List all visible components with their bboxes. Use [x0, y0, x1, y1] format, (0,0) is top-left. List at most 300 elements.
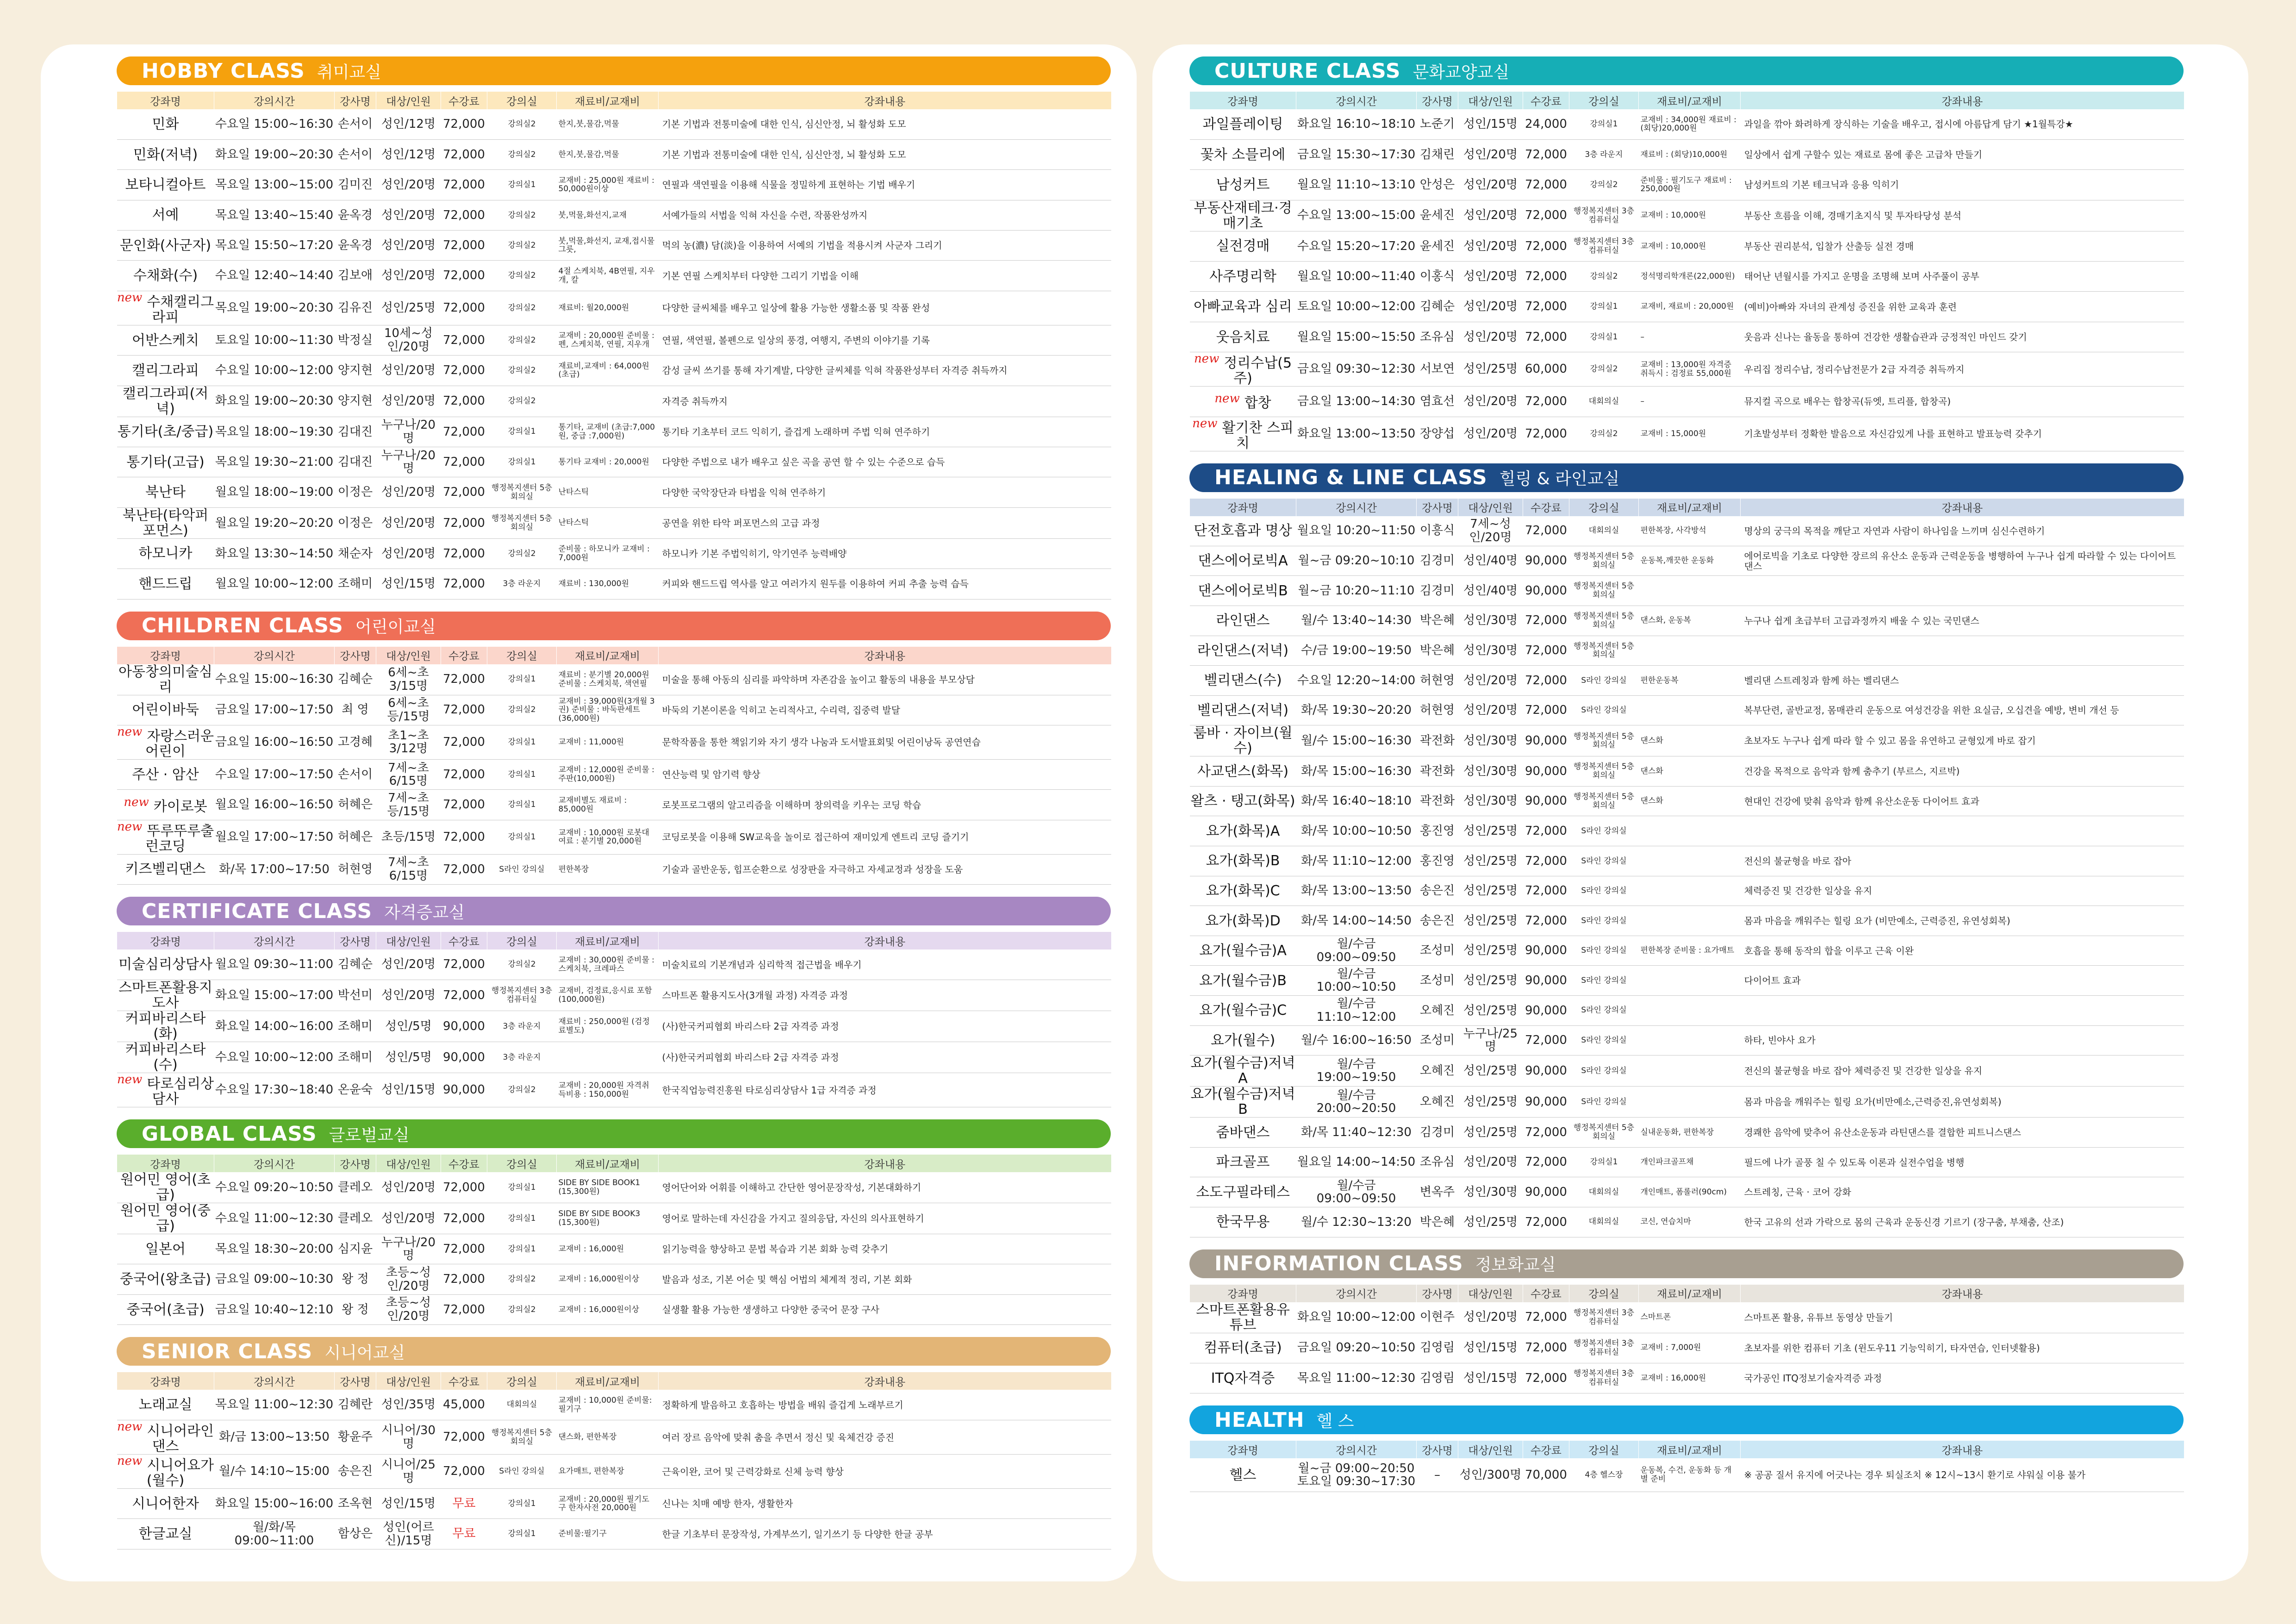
- fee: 45,000: [441, 1390, 487, 1420]
- new-badge: new: [117, 291, 143, 305]
- instructor: 허현영: [335, 854, 376, 884]
- course-name: new 뚜루뚜루출런코딩: [117, 820, 214, 855]
- course-name: 파크골프: [1190, 1147, 1296, 1177]
- class-time: 화요일 13:30~14:50: [214, 538, 335, 568]
- fee: 72,000: [441, 854, 487, 884]
- table-row: [1190, 262, 2184, 292]
- material-fee: 교재비 : 30,000원 준비물 : 스케치북, 크레파스: [557, 949, 659, 980]
- course-name: 꽃차 소믈리에: [1190, 139, 1296, 169]
- fee: 72,000: [441, 759, 487, 789]
- course-name: 커피바리스타(수): [117, 1042, 214, 1073]
- left-column: [117, 44, 1111, 1549]
- class-time: 화/금 13:00~13:50: [214, 1420, 335, 1455]
- instructor: 채순자: [335, 538, 376, 568]
- column-header: 수강료: [441, 1372, 487, 1390]
- classroom: 강의실1: [487, 820, 557, 854]
- column-header: 강좌내용: [1741, 1285, 2184, 1302]
- cert-class-table: [117, 932, 1111, 1107]
- class-time: 월/수금 09:00~09:50: [1296, 1177, 1417, 1207]
- instructor: 김영림: [1417, 1333, 1458, 1363]
- class-time: 수요일 15:00~16:30: [214, 664, 335, 695]
- target-capacity: 시니어/30명: [376, 1420, 441, 1455]
- course-name: new 수채캘리그라피: [117, 291, 214, 325]
- course-name: 일본어: [117, 1234, 214, 1264]
- healing-class-table: [1189, 499, 2184, 1237]
- class-time: 월요일 16:00~16:50: [214, 790, 335, 820]
- classroom: S라인 강의실: [1569, 816, 1639, 846]
- course-content: 다양한 글씨체를 배우고 일상에 활용 가능한 생활소품 및 작품 완성: [659, 291, 1111, 325]
- classroom: 강의실1: [1569, 1147, 1639, 1177]
- fee: 72,000: [441, 790, 487, 820]
- fee: 72,000: [441, 139, 487, 169]
- classroom: 강의실2: [487, 231, 557, 261]
- children-class-banner: [117, 612, 1111, 640]
- class-time: 월요일 14:00~14:50: [1296, 1147, 1417, 1177]
- course-name: 벨리댄스(저녁): [1190, 695, 1296, 725]
- instructor: 윤옥경: [335, 200, 376, 230]
- target-capacity: 성인/20명: [376, 170, 441, 200]
- class-time: 수요일 17:00~17:50: [214, 759, 335, 789]
- instructor: 클레오: [335, 1203, 376, 1234]
- instructor: 윤옥경: [335, 231, 376, 261]
- target-capacity: 7세~초6/15명: [376, 854, 441, 884]
- fee: 72,000: [1523, 1363, 1569, 1393]
- class-time: 금요일 17:00~17:50: [214, 695, 335, 725]
- course-name: 커피바리스타(화): [117, 1011, 214, 1042]
- table-row: [117, 759, 1111, 789]
- fee: 72,000: [441, 664, 487, 695]
- table-row: [1190, 695, 2184, 725]
- new-badge: new: [1192, 417, 1218, 431]
- instructor: 허혜은: [335, 790, 376, 820]
- column-header: 강의시간: [1296, 1285, 1417, 1302]
- material-fee: 정석명리학개론(22,000원): [1639, 262, 1741, 292]
- instructor: 김경미: [1417, 1118, 1458, 1148]
- classroom: 강의실1: [487, 1519, 557, 1549]
- class-time: 월요일 10:00~12:00: [214, 569, 335, 599]
- table-row: [1190, 1177, 2184, 1207]
- course-content: 커피와 핸드드립 역사를 알고 여러가지 원두를 이용하여 커피 추출 능력 습득: [659, 569, 1111, 599]
- course-content: 과일을 깎아 화려하게 장식하는 기술을 배우고, 접시에 아름답게 담기 ★1월특강★: [1741, 109, 2184, 139]
- class-time: 금요일 09:20~10:50: [1296, 1333, 1417, 1363]
- course-content: 근육이완, 코어 및 근력강화로 신체 능력 향상: [659, 1455, 1111, 1489]
- course-name: 요가(월수): [1190, 1025, 1296, 1056]
- classroom: 대회의실: [1569, 1177, 1639, 1207]
- fee: 72,000: [1523, 606, 1569, 636]
- table-row: [1190, 322, 2184, 352]
- table-row: [117, 1294, 1111, 1324]
- target-capacity: 성인/20명: [376, 949, 441, 980]
- classroom: S라인 강의실: [1569, 936, 1639, 966]
- classroom: 강의실2: [487, 695, 557, 725]
- course-name: 북난타(타악퍼포먼스): [117, 507, 214, 538]
- material-fee: [1639, 1056, 1741, 1087]
- course-content: 신나는 치매 예방 한자, 생활한자: [659, 1489, 1111, 1519]
- section-title-ko: 시니어교실: [324, 1343, 405, 1362]
- section-title-en: HOBBY CLASS: [142, 59, 305, 83]
- course-content: 한국직업능력진흥원 타로심리상담사 1급 자격증 과정: [659, 1073, 1111, 1107]
- target-capacity: 성인/30명: [1458, 786, 1523, 816]
- target-capacity: 초등~성인/20명: [376, 1294, 441, 1324]
- fee: 72,000: [1523, 170, 1569, 200]
- course-content: 통기타 기초부터 코드 익히기, 즐겁게 노래하며 주법 익혀 연주하기: [659, 417, 1111, 447]
- instructor: 염효선: [1417, 387, 1458, 417]
- fee: 60,000: [1523, 352, 1569, 387]
- class-time: 월/수 15:00~16:30: [1296, 725, 1417, 756]
- fee: 72,000: [441, 1203, 487, 1234]
- instructor: 김경미: [1417, 546, 1458, 576]
- classroom: 대회의실: [487, 1390, 557, 1420]
- column-header: 강사명: [1417, 92, 1458, 109]
- classroom: 행정복지센터 5층 회의실: [1569, 725, 1639, 756]
- fee: 90,000: [1523, 1177, 1569, 1207]
- fee: 72,000: [441, 820, 487, 854]
- class-time: 월/수금 20:00~20:50: [1296, 1087, 1417, 1118]
- material-fee: 스마트폰: [1639, 1302, 1741, 1333]
- instructor: 김혜순: [335, 949, 376, 980]
- course-name: 스마트폰활용지도사: [117, 980, 214, 1011]
- class-time: 월/수 16:00~16:50: [1296, 1025, 1417, 1056]
- classroom: 강의실2: [487, 949, 557, 980]
- instructor: 이흥식: [1417, 516, 1458, 546]
- instructor: 황윤주: [335, 1420, 376, 1455]
- target-capacity: 성인/40명: [1458, 576, 1523, 606]
- classroom: 강의실2: [1569, 352, 1639, 387]
- senior-class-table: [117, 1372, 1111, 1549]
- material-fee: 준비물 : 필기도구 재료비 : 250,000원: [1639, 170, 1741, 200]
- column-header: 강좌명: [1190, 499, 1296, 516]
- course-name: 원어민 영어(초급): [117, 1172, 214, 1203]
- classroom: 강의실1: [487, 725, 557, 759]
- target-capacity: 성인/30명: [1458, 636, 1523, 666]
- course-name: 부동산재테크·경매기초: [1190, 200, 1296, 231]
- class-time: 수요일 10:00~12:00: [214, 1042, 335, 1073]
- material-fee: [1639, 1025, 1741, 1056]
- material-fee: 교재비, 재료비 : 20,000원: [1639, 292, 1741, 322]
- classroom: 강의실1: [1569, 292, 1639, 322]
- column-header: 대상/인원: [376, 932, 441, 949]
- course-name: 수채화(수): [117, 261, 214, 291]
- column-header: 강좌내용: [1741, 92, 2184, 109]
- target-capacity: 성인/20명: [1458, 1147, 1523, 1177]
- course-name: 줌바댄스: [1190, 1118, 1296, 1148]
- course-name: 요가(화목)A: [1190, 816, 1296, 846]
- material-fee: 교재비 : 34,000원 재료비 : (회당)20,000원: [1639, 109, 1741, 139]
- column-header: 강의시간: [214, 932, 335, 949]
- global-class-table: [117, 1155, 1111, 1325]
- fee: 72,000: [441, 109, 487, 139]
- table-row: [117, 231, 1111, 261]
- table-row: [1190, 1087, 2184, 1118]
- instructor: 최 영: [335, 695, 376, 725]
- course-content: 문학작품을 통한 책읽기와 자기 생각 나눔과 도서발표회및 어린이낭독 공연연습: [659, 725, 1111, 759]
- left-page: [41, 44, 1137, 1581]
- classroom: 행정복지센터 5층 회의실: [487, 477, 557, 507]
- instructor: 변옥주: [1417, 1177, 1458, 1207]
- fee: 72,000: [441, 538, 487, 568]
- fee: 72,000: [441, 1294, 487, 1324]
- course-content: 미술을 통해 아동의 심리를 파악하며 자존감을 높이고 활동의 내용을 부모상담: [659, 664, 1111, 695]
- class-time: 화/목 16:40~18:10: [1296, 786, 1417, 816]
- health-class-table: [1189, 1441, 2184, 1492]
- table-row: [1190, 546, 2184, 576]
- material-fee: 교재비 : 20,000원 자격취득비용 : 150,000원: [557, 1073, 659, 1107]
- children-class-table: [117, 647, 1111, 885]
- instructor: 김혜순: [1417, 292, 1458, 322]
- section-title-en: GLOBAL CLASS: [142, 1122, 317, 1146]
- instructor: 송은진: [1417, 876, 1458, 906]
- fee: 72,000: [1523, 1025, 1569, 1056]
- instructor: 송은진: [1417, 906, 1458, 936]
- fee: 72,000: [441, 261, 487, 291]
- material-fee: 댄스화: [1639, 756, 1741, 787]
- course-content: 기본 연필 스케치부터 다양한 그리기 기법을 이해: [659, 261, 1111, 291]
- course-content: 뮤지컬 곡으로 배우는 합창곡(듀엣, 트리플, 합창곡): [1741, 387, 2184, 417]
- classroom: 행정복지센터 3층 컴퓨터실: [1569, 200, 1639, 231]
- healing-class-banner: [1189, 463, 2184, 492]
- classroom: 강의실1: [487, 759, 557, 789]
- instructor: 박선미: [335, 980, 376, 1011]
- material-fee: 교재비 : 25,000원 재료비 : 50,000원이상: [557, 170, 659, 200]
- course-name: 민화(저녁): [117, 139, 214, 169]
- instructor: 조성미: [1417, 936, 1458, 966]
- course-content: 기술과 골반운동, 힙프순환으로 성장판을 자극하고 자세교정과 성장을 도움: [659, 854, 1111, 884]
- target-capacity: 10세~성인/20명: [376, 325, 441, 355]
- class-time: 월요일 10:20~11:50: [1296, 516, 1417, 546]
- classroom: 강의실1: [487, 1489, 557, 1519]
- new-badge: new: [117, 1073, 143, 1087]
- table-row: [1190, 666, 2184, 696]
- table-row: [117, 447, 1111, 477]
- class-time: 화요일 13:00~13:50: [1296, 417, 1417, 451]
- table-row: [117, 1264, 1111, 1294]
- material-fee: 교재비 : 12,000원 준비물 : 주판(10,000원): [557, 759, 659, 789]
- instructor: 함상은: [335, 1519, 376, 1549]
- column-header: 강사명: [335, 92, 376, 109]
- instructor: 박은혜: [1417, 606, 1458, 636]
- class-time: 수요일 13:00~15:00: [1296, 200, 1417, 231]
- course-content: 발음과 성조, 기본 어순 및 핵심 어법의 체계적 정리, 기본 회화: [659, 1264, 1111, 1294]
- table-row: [1190, 170, 2184, 200]
- course-content: 에어로빅을 기초로 다양한 장르의 유산소 운동과 근력운동을 병행하여 누구나 쉽게 따라할 수 있는 다이어트 댄스: [1741, 546, 2184, 576]
- classroom: 강의실2: [487, 200, 557, 230]
- fee: 72,000: [441, 200, 487, 230]
- column-header: 강사명: [335, 1155, 376, 1172]
- target-capacity: 성인/25명: [1458, 876, 1523, 906]
- classroom: 행정복지센터 5층 회의실: [1569, 636, 1639, 666]
- course-content: 기초발성부터 정확한 발음으로 자신감있게 나를 표현하고 발표능력 갖추기: [1741, 417, 2184, 451]
- section-title-ko: 문화교양교실: [1412, 62, 1510, 82]
- fee: 72,000: [1523, 636, 1569, 666]
- instructor: 박은혜: [1417, 636, 1458, 666]
- table-row: [1190, 816, 2184, 846]
- course-name: 댄스에어로빅B: [1190, 576, 1296, 606]
- target-capacity: 성인/15명: [1458, 1363, 1523, 1393]
- course-name: 미술심리상담사: [117, 949, 214, 980]
- target-capacity: 7세~성인/20명: [1458, 516, 1523, 546]
- class-time: 화/목 19:30~20:20: [1296, 695, 1417, 725]
- target-capacity: 성인/25명: [1458, 966, 1523, 996]
- instructor: 허현영: [1417, 666, 1458, 696]
- hobby-class-banner: [117, 56, 1111, 85]
- column-header: 강의실: [487, 1372, 557, 1390]
- course-content: 필드에 나가 골풍 칠 수 있도록 이론과 실전수업을 병행: [1741, 1147, 2184, 1177]
- classroom: 강의실2: [1569, 170, 1639, 200]
- target-capacity: 성인/20명: [376, 200, 441, 230]
- fee: 72,000: [1523, 292, 1569, 322]
- class-time: 토요일 10:00~12:00: [1296, 292, 1417, 322]
- target-capacity: 성인/25명: [1458, 1056, 1523, 1087]
- column-header: 대상/인원: [1458, 92, 1523, 109]
- instructor: 김혜순: [335, 664, 376, 695]
- fee: 72,000: [1523, 846, 1569, 876]
- column-header: 강좌명: [1190, 1441, 1296, 1458]
- target-capacity: 성인/25명: [1458, 936, 1523, 966]
- course-content: [1741, 576, 2184, 606]
- target-capacity: 성인/20명: [376, 980, 441, 1011]
- column-header: 재료비/교재비: [557, 92, 659, 109]
- material-fee: [1639, 906, 1741, 936]
- course-name: 스마트폰활용유튜브: [1190, 1302, 1296, 1333]
- classroom: 강의실2: [1569, 417, 1639, 451]
- material-fee: 4절 스케치북, 4B연필, 지우개, 칼: [557, 261, 659, 291]
- course-name: 단전호흡과 명상: [1190, 516, 1296, 546]
- table-row: [1190, 109, 2184, 139]
- target-capacity: 시니어/25명: [376, 1455, 441, 1489]
- table-row: [1190, 966, 2184, 996]
- fee: 72,000: [1523, 139, 1569, 169]
- column-header: 강사명: [335, 1372, 376, 1390]
- material-fee: 편한복장 준비물 : 요가매트: [1639, 936, 1741, 966]
- material-fee: 재료비 : 250,000원 (검정료별도): [557, 1011, 659, 1042]
- target-capacity: 성인/30명: [1458, 725, 1523, 756]
- fee: 90,000: [1523, 936, 1569, 966]
- course-content: 영어단어와 어휘를 이해하고 간단한 영어문장작성, 기본대화하기: [659, 1172, 1111, 1203]
- column-header: 강좌명: [1190, 1285, 1296, 1302]
- classroom: 3층 라운지: [487, 1011, 557, 1042]
- fee: 70,000: [1523, 1458, 1569, 1492]
- material-fee: 재료비,교재비 : 64,000원(초급): [557, 356, 659, 386]
- course-name: 남성커트: [1190, 170, 1296, 200]
- target-capacity: 7세~초등/15명: [376, 790, 441, 820]
- column-header: 재료비/교재비: [557, 1372, 659, 1390]
- section-title-en: INFORMATION CLASS: [1214, 1252, 1463, 1276]
- instructor: 홍진영: [1417, 816, 1458, 846]
- target-capacity: 성인/30명: [1458, 1177, 1523, 1207]
- course-content: 실생활 활용 가능한 생생하고 다양한 중국어 문장 구사: [659, 1294, 1111, 1324]
- course-name: 라인댄스(저녁): [1190, 636, 1296, 666]
- target-capacity: 성인/20명: [1458, 1302, 1523, 1333]
- new-badge: new: [117, 820, 143, 834]
- target-capacity: 성인/25명: [1458, 816, 1523, 846]
- course-name: 소도구필라테스: [1190, 1177, 1296, 1207]
- instructor: 김경미: [1417, 576, 1458, 606]
- instructor: 이정은: [335, 507, 376, 538]
- target-capacity: 성인/15명: [376, 1489, 441, 1519]
- classroom: S라인 강의실: [1569, 1025, 1639, 1056]
- target-capacity: 성인/20명: [1458, 200, 1523, 231]
- instructor: 허현영: [1417, 695, 1458, 725]
- classroom: S라인 강의실: [1569, 695, 1639, 725]
- classroom: 행정복지센터 3층 컴퓨터실: [1569, 231, 1639, 261]
- classroom: S라인 강의실: [1569, 846, 1639, 876]
- instructor: 고경혜: [335, 725, 376, 759]
- material-fee: 난타스틱: [557, 477, 659, 507]
- table-row: [117, 1042, 1111, 1073]
- material-fee: 교재비 : 10,000원 로봇대여료 : 분기별 20,000원: [557, 820, 659, 854]
- info-class-section: [1189, 1249, 2184, 1394]
- target-capacity: 성인/20명: [376, 356, 441, 386]
- section-title-en: HEALING & LINE CLASS: [1214, 466, 1487, 490]
- class-time: 월/수금 09:00~09:50: [1296, 936, 1417, 966]
- table-row: [117, 325, 1111, 355]
- section-title-ko: 헬 스: [1316, 1412, 1354, 1431]
- instructor: 김보애: [335, 261, 376, 291]
- instructor: 손서이: [335, 109, 376, 139]
- fee: 90,000: [1523, 786, 1569, 816]
- table-row: [1190, 1207, 2184, 1237]
- table-row: [117, 477, 1111, 507]
- target-capacity: 성인/20명: [1458, 666, 1523, 696]
- target-capacity: 성인/12명: [376, 109, 441, 139]
- class-time: 화요일 19:00~20:30: [214, 386, 335, 417]
- class-time: 화/목 10:00~10:50: [1296, 816, 1417, 846]
- instructor: 김유진: [335, 291, 376, 325]
- table-row: [1190, 417, 2184, 451]
- fee: 72,000: [441, 356, 487, 386]
- table-row: [117, 980, 1111, 1011]
- target-capacity: 성인/25명: [376, 291, 441, 325]
- instructor: 손서이: [335, 759, 376, 789]
- fee: 72,000: [1523, 876, 1569, 906]
- course-name: 하모니카: [117, 538, 214, 568]
- classroom: 강의실2: [487, 1073, 557, 1107]
- fee: 72,000: [441, 477, 487, 507]
- material-fee: 준비물:필기구: [557, 1519, 659, 1549]
- material-fee: [1639, 966, 1741, 996]
- table-row: [1190, 1458, 2184, 1492]
- instructor: 오혜진: [1417, 996, 1458, 1026]
- column-header: 대상/인원: [1458, 499, 1523, 516]
- column-header: 강좌명: [117, 932, 214, 949]
- instructor: –: [1417, 1458, 1458, 1492]
- course-name: 어린이바둑: [117, 695, 214, 725]
- classroom: 행정복지센터 5층 회의실: [1569, 1118, 1639, 1148]
- section-title-en: CERTIFICATE CLASS: [142, 899, 373, 923]
- target-capacity: 성인/20명: [376, 261, 441, 291]
- course-content: 누구나 쉽게 초급부터 고급과정까지 배울 수 있는 국민댄스: [1741, 606, 2184, 636]
- course-content: 로봇프로그램의 알고리즘을 이해하며 창의력을 키우는 코딩 학습: [659, 790, 1111, 820]
- course-name: 캘리그라피: [117, 356, 214, 386]
- classroom: 행정복지센터 3층 컴퓨터실: [1569, 1302, 1639, 1333]
- fee: 72,000: [1523, 816, 1569, 846]
- target-capacity: 성인/5명: [376, 1011, 441, 1042]
- course-name: 웃음치료: [1190, 322, 1296, 352]
- material-fee: 개인파크골프채: [1639, 1147, 1741, 1177]
- target-capacity: 성인/20명: [376, 538, 441, 568]
- class-time: 월/수금 19:00~19:50: [1296, 1056, 1417, 1087]
- instructor: 클레오: [335, 1172, 376, 1203]
- course-name: 서예: [117, 200, 214, 230]
- table-row: [117, 949, 1111, 980]
- fee: 72,000: [441, 725, 487, 759]
- instructor: 곽전화: [1417, 786, 1458, 816]
- material-fee: 교재비 : 13,000원 자격증취득시 : 검정료 55,000원: [1639, 352, 1741, 387]
- instructor: 심지윤: [335, 1234, 376, 1264]
- class-time: 수요일 15:20~17:20: [1296, 231, 1417, 261]
- target-capacity: 성인/25명: [1458, 1118, 1523, 1148]
- material-fee: 한지,붓,물감,먹물: [557, 139, 659, 169]
